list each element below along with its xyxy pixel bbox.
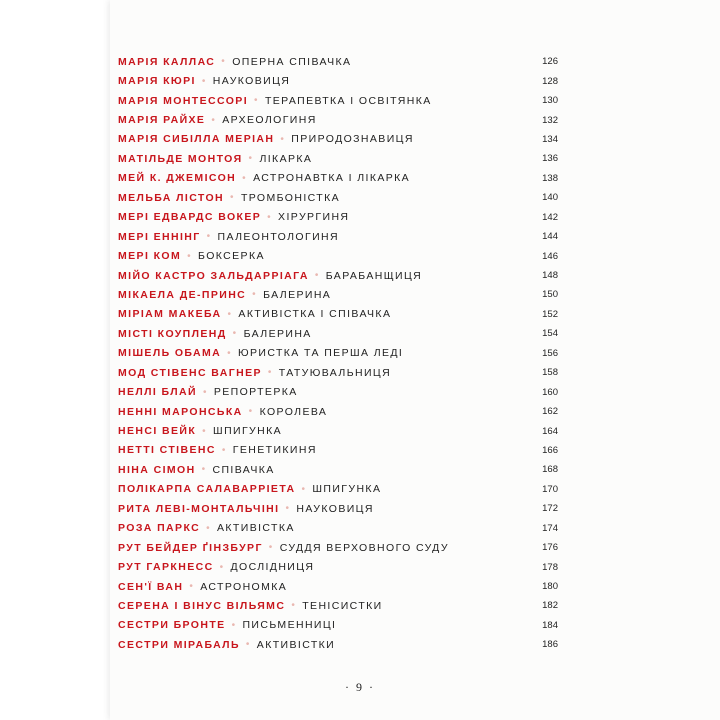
entry-role: ОПЕРНА СПІВАЧКА [232, 55, 352, 68]
entry-role: АКТИВІСТКИ [256, 638, 336, 651]
entry-role: АСТРОНАВТКА І ЛІКАРКА [253, 172, 411, 185]
entry-role: ХІРУРГИНЯ [278, 211, 350, 224]
entry-page-number: 172 [542, 503, 558, 515]
entry-name: РУТ ГАРКНЕСС [118, 561, 214, 574]
toc-entry [118, 480, 558, 499]
toc-entry [118, 208, 558, 227]
bullet-separator: • [202, 386, 208, 398]
bullet-separator: • [314, 270, 320, 282]
bullet-separator: • [285, 503, 291, 515]
toc-entry [118, 71, 558, 90]
toc-entry [118, 635, 558, 654]
entry-page-number: 178 [542, 561, 558, 573]
entry-name: МЕРІ ЕДВАРДС ВОКЕР [118, 211, 262, 224]
entry-page-number: 154 [542, 328, 558, 340]
entry-name: НІНА СІМОН [118, 463, 196, 476]
toc-entry [118, 130, 558, 149]
entry-name: СЕРЕНА І ВІНУС ВІЛЬЯМС [118, 599, 286, 612]
entry-name: РИТА ЛЕВІ-МОНТАЛЬЧІНІ [118, 502, 280, 515]
bullet-separator: • [291, 600, 297, 612]
bullet-separator: • [301, 483, 307, 495]
entry-role: ПАЛЕОНТОЛОГИНЯ [217, 230, 339, 243]
entry-page-number: 138 [542, 172, 558, 184]
entry-page-number: 152 [542, 308, 558, 320]
entry-page-number: 134 [542, 133, 558, 145]
entry-page-number: 132 [542, 114, 558, 126]
bullet-separator: • [268, 542, 274, 554]
toc-entry [118, 557, 558, 576]
bullet-separator: • [227, 347, 232, 359]
bullet-separator: • [206, 231, 212, 243]
entry-page-number: 162 [542, 406, 558, 418]
entry-name: НЕТТІ СТІВЕНС [118, 444, 216, 457]
entry-role: НАУКОВИЦЯ [212, 75, 291, 88]
entry-name: МЕЛЬБА ЛІСТОН [118, 191, 225, 204]
bullet-separator: • [227, 308, 233, 320]
bullet-separator: • [206, 522, 212, 534]
bullet-separator: • [232, 328, 238, 340]
entry-role: БАЛЕРИНА [243, 327, 312, 340]
entry-page-number: 148 [542, 270, 558, 282]
entry-page-number: 180 [542, 581, 558, 593]
toc-entry [118, 324, 558, 343]
entry-page-number: 164 [542, 425, 558, 437]
bullet-separator: • [267, 367, 273, 379]
toc-entry [118, 577, 558, 596]
entry-name: МІРІАМ МАКЕБА [118, 308, 222, 321]
entry-name: СЕН'Ї ВАН [118, 580, 184, 593]
entry-page-number: 174 [542, 522, 558, 534]
entry-page-number: 168 [542, 464, 558, 476]
bullet-separator: • [187, 250, 193, 262]
bullet-separator: • [189, 581, 195, 593]
entry-page-number: 146 [542, 250, 558, 262]
bullet-separator: • [202, 425, 208, 437]
entry-role: ШПИГУНКА [312, 483, 382, 496]
toc-entry [118, 538, 558, 557]
entry-role: ЮРИСТКА ТА ПЕРША ЛЕДІ [237, 347, 404, 360]
toc-entry [118, 169, 558, 188]
toc-entry [118, 499, 558, 518]
entry-name: СЕСТРИ МІРАБАЛЬ [118, 638, 240, 651]
toc-entry [118, 227, 558, 246]
entry-page-number: 140 [542, 192, 558, 204]
toc-entry [118, 305, 558, 324]
entry-role: ТРОМБОНІСТКА [240, 191, 341, 204]
bullet-separator: • [248, 153, 254, 165]
bullet-separator: • [201, 75, 207, 87]
entry-page-number: 186 [542, 639, 558, 651]
entry-role: КОРОЛЕВА [259, 405, 328, 418]
entry-page-number: 160 [542, 386, 558, 398]
toc-entry [118, 285, 558, 304]
toc-entry [118, 402, 558, 421]
entry-page-number: 136 [542, 153, 558, 165]
entry-name: РОЗА ПАРКС [118, 522, 201, 535]
entry-name: СЕСТРИ БРОНТЕ [118, 619, 226, 632]
toc-entry [118, 149, 558, 168]
toc-entry [118, 246, 558, 265]
entry-page-number: 156 [542, 347, 558, 359]
toc-entry [118, 441, 558, 460]
entry-role: БОКСЕРКА [198, 250, 265, 263]
entry-role: АКТИВІСТКА [217, 522, 295, 535]
entry-role: РЕПОРТЕРКА [213, 386, 298, 399]
entry-page-number: 144 [542, 231, 558, 243]
toc-entry [118, 52, 558, 71]
bullet-separator: • [252, 289, 258, 301]
entry-role: АСТРОНОМКА [200, 580, 288, 593]
entry-name: МІЙО КАСТРО ЗАЛЬДАРРІАГА [118, 269, 309, 282]
entry-role: ТАТУЮВАЛЬНИЦЯ [278, 366, 392, 379]
toc-entry [118, 344, 558, 363]
entry-role: ПИСЬМЕННИЦІ [242, 619, 337, 632]
entry-role: ГЕНЕТИКИНЯ [232, 444, 317, 457]
bullet-separator: • [242, 172, 248, 184]
page-number-footer: · 9 · [345, 680, 375, 694]
entry-name: НЕНСІ ВЕЙК [118, 425, 197, 438]
toc-entry [118, 519, 558, 538]
toc-entry [118, 266, 558, 285]
entry-role: ТЕРАПЕВТКА І ОСВІТЯНКА [264, 94, 432, 107]
entry-name: МАРІЯ СИБІЛЛА МЕРІАН [118, 133, 275, 146]
toc-entry [118, 616, 558, 635]
entry-role: ШПИГУНКА [213, 425, 283, 438]
entry-role: ДОСЛІДНИЦЯ [230, 561, 315, 574]
entry-name: НЕННІ МАРОНСЬКА [118, 405, 243, 418]
bullet-separator: • [221, 56, 227, 68]
entry-name: МАРІЯ КЮРІ [118, 75, 196, 88]
entry-page-number: 150 [542, 289, 558, 301]
entry-name: МЕЙ К. ДЖЕМІСОН [118, 172, 237, 185]
entry-page-number: 166 [542, 444, 558, 456]
entry-page-number: 176 [542, 542, 558, 554]
entry-name: МАРІЯ МОНТЕССОРІ [118, 94, 249, 107]
entry-name: НЕЛЛІ БЛАЙ [118, 386, 197, 399]
entry-name: МІСТІ КОУПЛЕНД [118, 327, 227, 340]
entry-name: МІШЕЛЬ ОБАМА [118, 347, 222, 360]
entry-page-number: 158 [542, 367, 558, 379]
bullet-separator: • [221, 444, 227, 456]
entry-role: СУДДЯ ВЕРХОВНОГО СУДУ [279, 541, 449, 554]
entry-page-number: 182 [542, 600, 558, 612]
entry-name: МОД СТІВЕНС ВАГНЕР [118, 366, 262, 379]
entry-name: МІКАЕЛА ДЕ-ПРИНС [118, 288, 247, 301]
bullet-separator: • [280, 133, 286, 145]
toc-entry [118, 382, 558, 401]
toc-entry [118, 91, 558, 110]
entry-page-number: 130 [542, 95, 558, 107]
entry-name: ПОЛІКАРПА САЛАВАРРІЕТА [118, 483, 296, 496]
entry-name: МАРІЯ КАЛЛАС [118, 55, 216, 68]
entry-name: МАТІЛЬДЕ МОНТОЯ [118, 152, 243, 165]
bullet-separator: • [211, 114, 217, 126]
entry-role: СПІВАЧКА [212, 463, 275, 476]
bullet-separator: • [219, 561, 225, 573]
entry-role: БАРАБАНЩИЦЯ [325, 269, 423, 282]
entry-role: АРХЕОЛОГИНЯ [222, 114, 317, 127]
bullet-separator: • [231, 619, 237, 631]
bullet-separator: • [254, 95, 259, 107]
entry-name: МАРІЯ РАЙХЕ [118, 114, 206, 127]
bullet-separator: • [230, 192, 235, 204]
entry-page-number: 170 [542, 483, 558, 495]
entry-role: БАЛЕРИНА [263, 288, 332, 301]
toc-entry [118, 421, 558, 440]
bullet-separator: • [245, 639, 251, 651]
entry-role: АКТИВІСТКА І СПІВАЧКА [238, 308, 392, 321]
toc-entry [118, 110, 558, 129]
entry-name: МЕРІ КОМ [118, 250, 182, 263]
entry-page-number: 128 [542, 75, 558, 87]
entry-name: МЕРІ ЕННІНГ [118, 230, 201, 243]
entry-role: ЛІКАРКА [259, 152, 313, 165]
entry-page-number: 184 [542, 619, 558, 631]
toc-entry [118, 188, 558, 207]
bullet-separator: • [267, 211, 273, 223]
entry-role: ПРИРОДОЗНАВИЦЯ [291, 133, 414, 146]
entry-role: ТЕНІСИСТКИ [302, 599, 383, 612]
entry-role: НАУКОВИЦЯ [296, 502, 374, 515]
toc-entry [118, 460, 558, 479]
table-of-contents [118, 52, 558, 655]
entry-page-number: 142 [542, 211, 558, 223]
entry-name: РУТ БЕЙДЕР ҐІНЗБУРГ [118, 541, 263, 554]
entry-page-number: 126 [542, 56, 558, 68]
toc-entry [118, 596, 558, 615]
bullet-separator: • [201, 464, 207, 476]
toc-entry [118, 363, 558, 382]
bullet-separator: • [248, 406, 254, 418]
